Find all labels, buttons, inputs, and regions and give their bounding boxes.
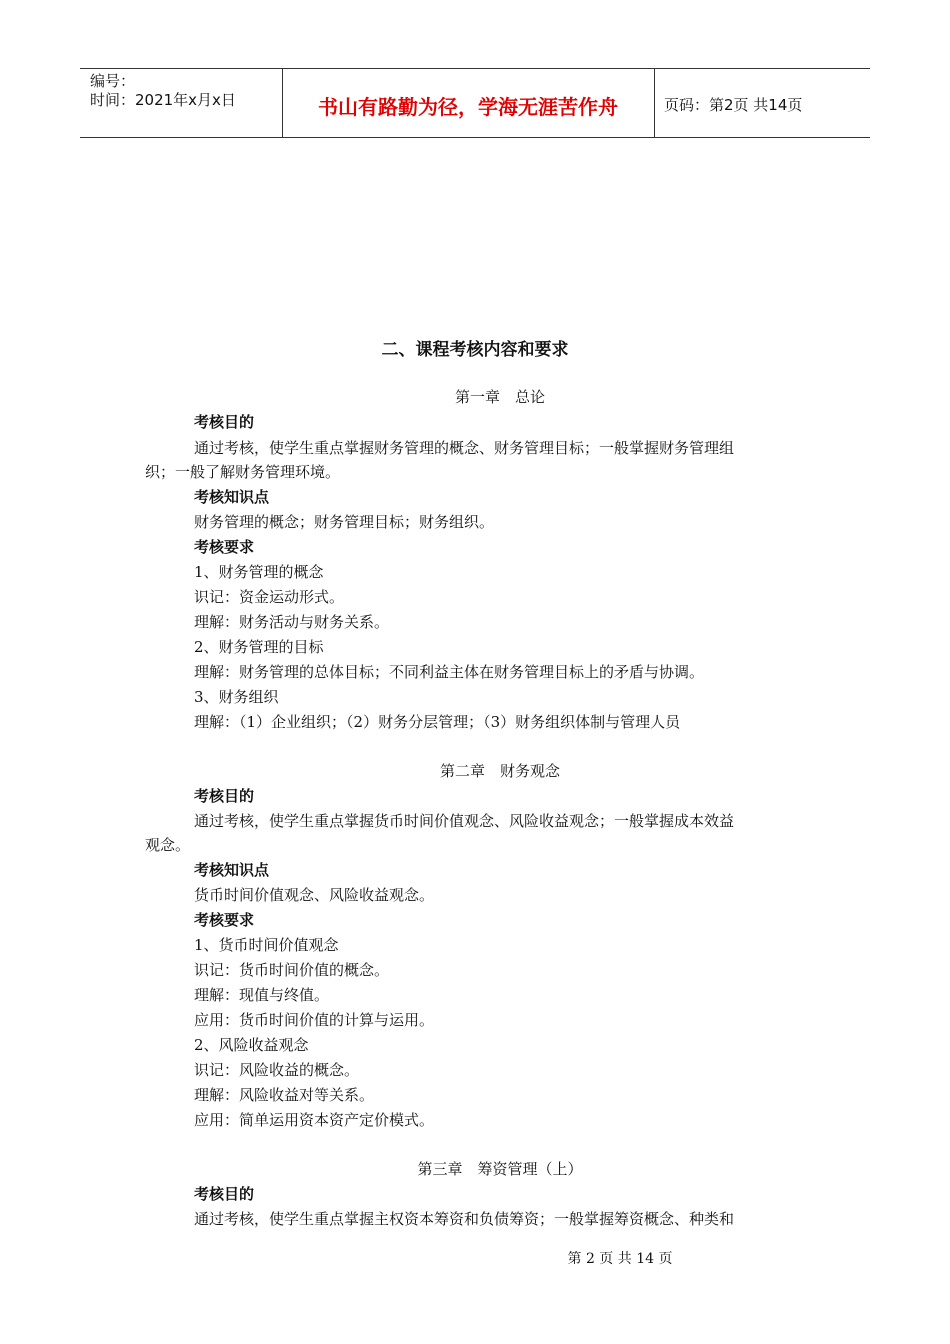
purpose-heading: 考核目的	[194, 787, 255, 805]
requirements-heading: 考核要求	[194, 911, 255, 929]
knowledge-heading: 考核知识点	[194, 488, 270, 506]
section-title: 二、课程考核内容和要求	[381, 340, 569, 360]
chapter-title: 第一章 总论	[454, 388, 545, 406]
header-number-label: 编号：	[90, 72, 136, 90]
requirement-line: 理解：财务管理的总体目标；不同利益主体在财务管理目标上的矛盾与协调。	[194, 663, 705, 681]
requirement-line: 1、货币时间价值观念	[194, 936, 339, 954]
requirement-line: 理解：（1）企业组织；（2）财务分层管理；（3）财务组织体制与管理人员	[194, 713, 681, 731]
requirement-line: 识记：风险收益的概念。	[194, 1061, 360, 1079]
requirement-line: 理解：现值与终值。	[194, 986, 330, 1004]
requirement-line: 理解：财务活动与财务关系。	[194, 613, 390, 631]
requirement-line: 理解：风险收益对等关系。	[194, 1086, 375, 1104]
page-footer: 第 2 页 共 14 页	[567, 1251, 673, 1267]
purpose-heading: 考核目的	[194, 413, 255, 431]
knowledge-text: 货币时间价值观念、风险收益观念。	[194, 886, 435, 904]
purpose-text: 通过考核，使学生重点掌握财务管理的概念、财务管理目标；一般掌握财务管理组	[194, 439, 735, 457]
purpose-text: 通过考核，使学生重点掌握货币时间价值观念、风险收益观念；一般掌握成本效益	[194, 812, 735, 830]
purpose-text: 通过考核，使学生重点掌握主权资本筹资和负债筹资；一般掌握筹资概念、种类和	[194, 1210, 735, 1228]
header-divider	[654, 69, 655, 137]
chapter-title: 第三章 筹资管理（上）	[417, 1160, 583, 1178]
requirement-line: 应用：货币时间价值的计算与运用。	[194, 1011, 435, 1029]
requirement-line: 识记：资金运动形式。	[194, 588, 345, 606]
requirement-line: 识记：货币时间价值的概念。	[194, 961, 390, 979]
header-page-info: 页码：第2页 共14页	[664, 96, 803, 114]
requirements-heading: 考核要求	[194, 538, 255, 556]
requirement-line: 3、财务组织	[194, 688, 279, 706]
requirement-line: 应用：简单运用资本资产定价模式。	[194, 1111, 435, 1129]
header-motto: 书山有路勤为径，学海无涯苦作舟	[318, 95, 618, 119]
knowledge-heading: 考核知识点	[194, 861, 270, 879]
header-meta	[90, 72, 236, 110]
requirement-line: 2、财务管理的目标	[194, 638, 324, 656]
purpose-text-continued: 观念。	[145, 836, 191, 854]
header-time-label: 时间：2021年x月x日	[90, 91, 236, 109]
document-header	[80, 68, 870, 138]
requirement-line: 2、风险收益观念	[194, 1036, 309, 1054]
chapter-title: 第二章 财务观念	[439, 762, 560, 780]
requirement-line: 1、财务管理的概念	[194, 563, 324, 581]
purpose-text-continued: 织；一般了解财务管理环境。	[145, 463, 341, 481]
knowledge-text: 财务管理的概念；财务管理目标；财务组织。	[194, 513, 495, 531]
purpose-heading: 考核目的	[194, 1185, 255, 1203]
